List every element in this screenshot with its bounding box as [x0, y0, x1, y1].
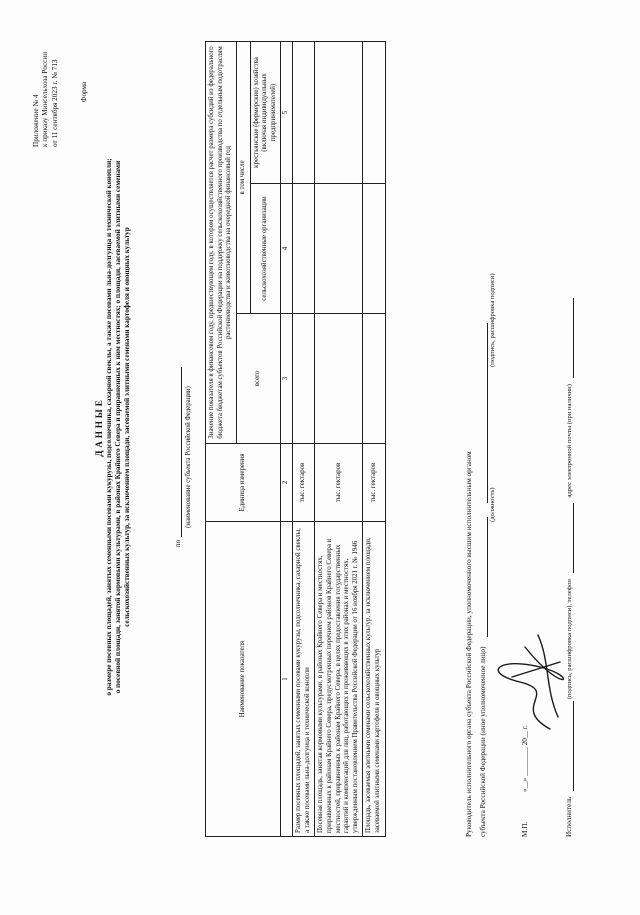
executor-line [565, 298, 574, 837]
unit-cell: тыс. гектаров [293, 444, 315, 522]
table-header-row [206, 41, 237, 836]
appendix-line: к приказу Минсельхоза России [41, 51, 50, 147]
title-block [94, 117, 132, 737]
indicator-cell: Размер посевных площадей, занятых семенными посевами кукурузы, подсолнечника, сахарной свеклы, а также посевами льна-долгунца и технической конопли [293, 522, 315, 837]
email-caption: адрес электронной почты (при наличии) [566, 384, 573, 498]
column-number: 1 [281, 522, 293, 837]
value-total-cell[interactable] [315, 314, 363, 444]
head-title-text: субъекта Российской Федерации (иное уполномоченное лицо) [479, 646, 487, 837]
head-title-line2 [479, 323, 488, 837]
executor-label: Исполнитель [565, 796, 573, 837]
header-farms: крестьянские (фермерские) хозяйства (включая индивидуальных предпринимателей) [250, 41, 281, 183]
unit-cell: тыс. гектаров [315, 444, 363, 522]
date-field[interactable]: «__» ________ 20__ г. [521, 725, 529, 793]
column-number: 4 [281, 184, 293, 314]
column-numbers-row [281, 41, 293, 836]
subtitle-line: сельскохозяйственных культур, за исключением площади, засеваемой элитными семенами картофеля и овощных культур [123, 227, 132, 627]
unit-cell: тыс. гектаров [363, 444, 385, 522]
subject-line [173, 337, 182, 577]
header-unit: Единица измерения [206, 444, 281, 522]
appendix-header [32, 37, 60, 147]
data-table [205, 41, 386, 837]
email-blank[interactable] [565, 298, 574, 378]
indicator-cell: Посевная площадь, занятая кормовыми культурами, в районах Крайнего Севера и местностях, приравненных к районам Крайнего Севера, предусмотренных перечнем районов Крайнего Севера и местностей, приравненных к районам Крайнего Севера, в целях предоставления государственных гарантий и компенсаций для лиц, работающих и проживающих в этих районах и местностях, утвержденным постановлением Правительства Российской Федерации от 16 ноября 2021 г. № 1946 [315, 522, 363, 837]
header-agri-org: сельскохозяйственные организации [250, 184, 281, 314]
name-caption: (подпись, расшифровка подписи) [489, 273, 496, 367]
header-value: Значение показателя в финансовом году, предшествующем году, в котором осуществляется расчет размера субсидий из федерального бюджета бюджетам субъектов Российской Федерации на поддержку сельскохозяйственного производства по отдельным подотраслям растениеводства и животноводства на очередной финансовый год [206, 41, 237, 443]
value-total-cell[interactable] [363, 314, 385, 444]
value-farms-cell[interactable] [293, 41, 315, 183]
seal-mark: М.П. [521, 821, 529, 837]
appendix-line: Приложение № 4 [32, 94, 40, 147]
subtitle-line: о посевной площади, занятой кормовыми культурами, в районах Крайнего Севера и приравненных к ним местностях; о площади, засеваемой элитными семенами [114, 160, 123, 694]
appendix-line: от 11 сентября 2023 г. № 713 [50, 59, 59, 147]
header-including: в том числе [236, 41, 250, 313]
table-row [363, 41, 385, 836]
document-title: ДАННЫЕ [94, 397, 104, 457]
header-total: всего [236, 314, 281, 444]
position-caption: (должность) [489, 487, 496, 522]
subject-caption: (наименование субъекта Российской Федерации) [185, 386, 192, 528]
head-signature-blank[interactable] [479, 323, 488, 503]
head-title-line: Руководитель исполнительного органа субъекта Российской Федерации, уполномоченного высшим исполнительным органом [465, 451, 473, 837]
handwritten-signature [490, 627, 570, 737]
rotated-form-sheet [20, 27, 620, 887]
value-total-cell[interactable] [293, 314, 315, 444]
column-number: 5 [281, 41, 293, 183]
indicator-cell: Площадь, засеваемая элитными семенами сельскохозяйственных культур, за исключением площади, засеваемой элитными семенами картофеля и овощных культур [363, 522, 385, 837]
position-blank[interactable] [479, 517, 488, 637]
phone-blank[interactable] [565, 503, 574, 573]
mp-line [521, 725, 530, 837]
value-agri-org-cell[interactable] [363, 184, 385, 314]
column-number: 3 [281, 314, 293, 444]
table-row [293, 41, 315, 836]
value-farms-cell[interactable] [363, 41, 385, 183]
value-agri-org-cell[interactable] [315, 184, 363, 314]
form-label: Форма [80, 81, 88, 103]
executor-caption: (подпись, расшифровка подписи), телефон [566, 579, 573, 700]
subject-name-blank[interactable] [173, 367, 182, 537]
value-agri-org-cell[interactable] [293, 184, 315, 314]
po-label: по [173, 539, 182, 548]
value-farms-cell[interactable] [315, 41, 363, 183]
column-number: 2 [281, 444, 293, 522]
header-indicator: Наименование показателя [206, 522, 281, 837]
subtitle-line: о размере посевных площадей, занятых семенными посевами кукурузы, подсолнечника, сахарной свеклы, а также посевами льна-долгунца и технической конопли; [105, 158, 114, 696]
table-row [315, 41, 363, 836]
